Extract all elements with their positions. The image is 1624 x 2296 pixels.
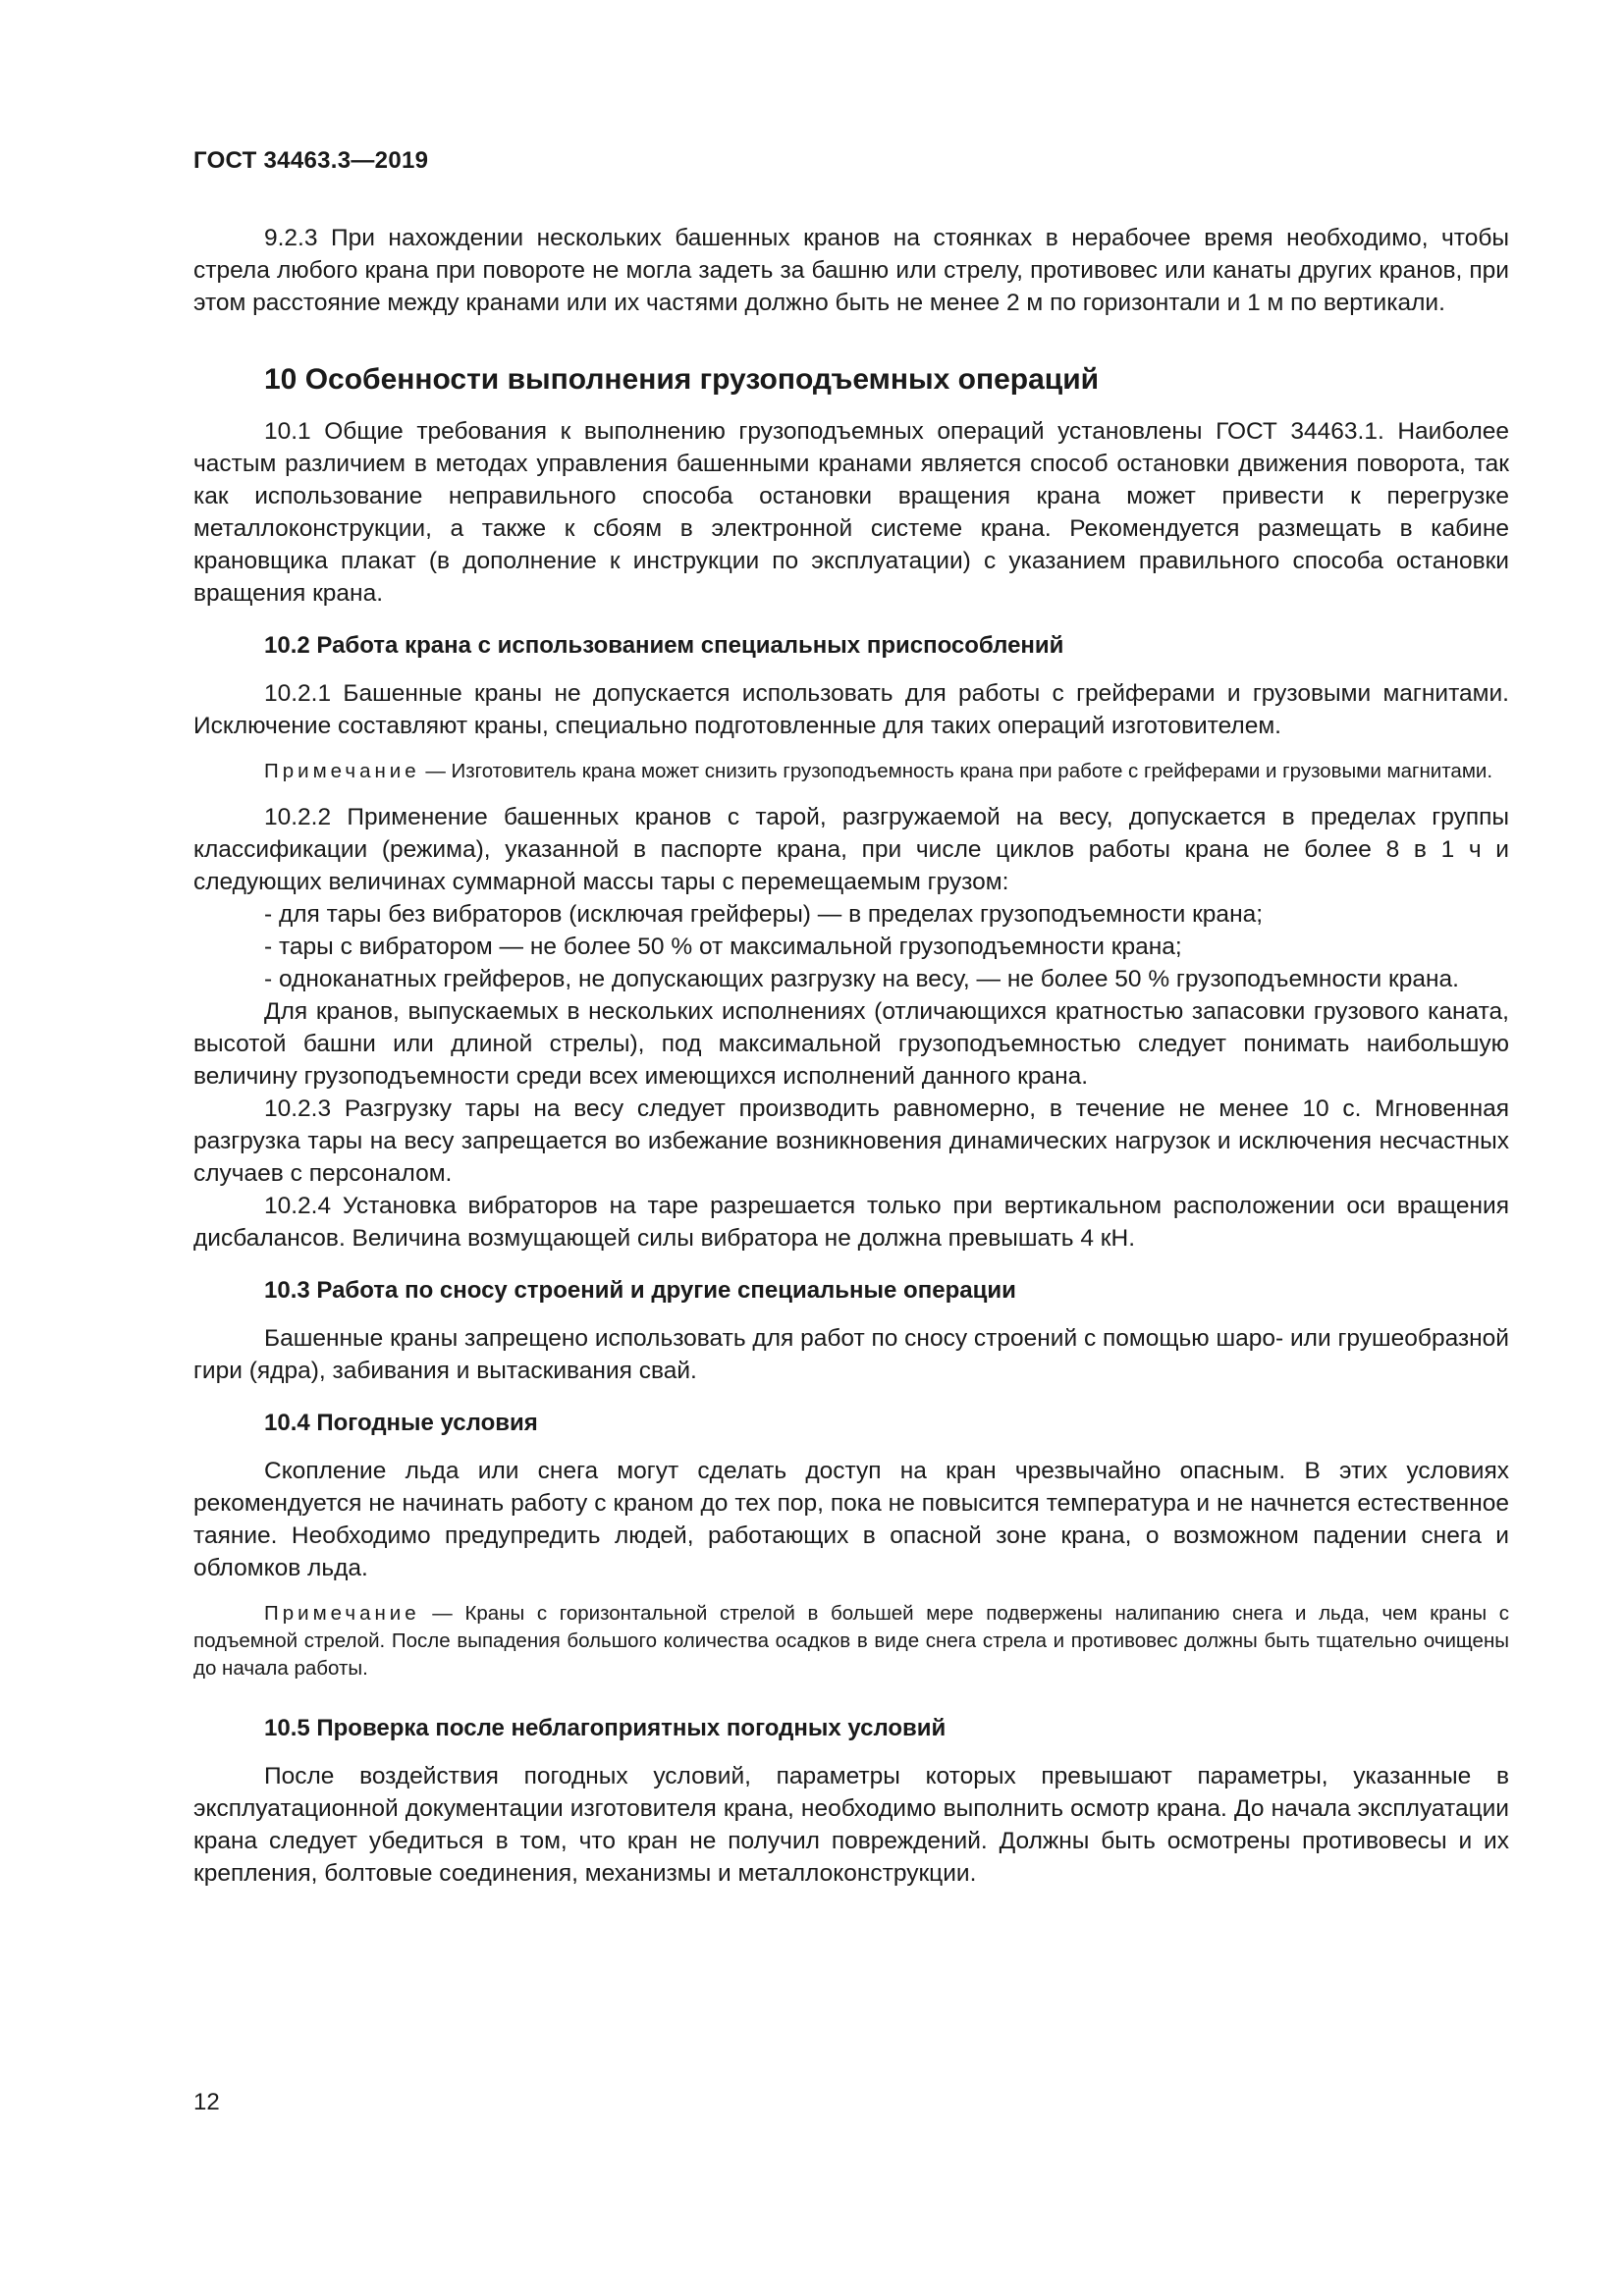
- section-10-3-title: 10.3 Работа по сносу строений и другие специальные операции: [264, 1277, 1016, 1304]
- paragraph-10-2-3: 10.2.3 Разгрузку тары на весу следует производить равномерно, в течение не менее 10 с. Мгновенная разгрузка тары на весу запрещается во избежание возникновения динамических нагрузок и исключения несчастных случаев с персоналом.: [193, 1095, 1509, 1187]
- paragraph-10-2-2: 10.2.2 Применение башенных кранов с тарой, разгружаемой на весу, допускается в пределах группы классификации (режима), указанной в паспорте крана, при числе циклов работы крана не более 8 в 1 ч и следующих величинах суммарной массы тары с перемещаемым грузом:: [193, 804, 1509, 895]
- paragraph-10-5: После воздействия погодных условий, параметры которых превышают параметры, указанные в эксплуатационной документации изготовителя крана, необходимо выполнить осмотр крана. До начала эксплуатации крана следует убедиться в том, что кран не получил повреждений. Должны быть осмотрены противовесы и их крепления, болтовые соединения, механизмы и металлоконструкции.: [193, 1763, 1509, 1887]
- section-10-4-title: 10.4 Погодные условия: [264, 1410, 538, 1436]
- note-10-2: [193, 758, 1509, 785]
- note-label: Примечание: [264, 1602, 420, 1625]
- paragraph-10-3: Башенные краны запрещено использовать для работ по сносу строений с помощью шаро- или грушеобразной гири (ядра), забивания и вытаскивания свай.: [193, 1325, 1509, 1384]
- paragraph-9-2-3: 9.2.3 При нахождении нескольких башенных кранов на стоянках в нерабочее время необходимо, чтобы стрела любого крана при повороте не могла задеть за башню или стрелу, противовес или канаты других кранов, при этом расстояние между кранами или их частями должно быть не менее 2 м по горизонтали и 1 м по вертикали.: [193, 225, 1509, 316]
- page-number: 12: [193, 2089, 220, 2115]
- paragraph-10-2-4: 10.2.4 Установка вибраторов на таре разрешается только при вертикальном расположении оси вращения дисбалансов. Величина возмущающей силы вибратора не должна превышать 4 кН.: [193, 1193, 1509, 1252]
- list-item: - тары с вибратором — не более 50 % от максимальной грузоподъемности крана;: [264, 934, 1182, 960]
- document-body: [193, 222, 1509, 1890]
- note-10-4: [193, 1600, 1509, 1682]
- paragraph-variants: Для кранов, выпускаемых в нескольких исполнениях (отличающихся кратностью запасовки грузового каната, высотой башни или длиной стрелы), под максимальной грузоподъемностью следует понимать наибольшую величину грузоподъемности среди всех имеющихся исполнений данного крана.: [193, 998, 1509, 1090]
- section-10-title: 10 Особенности выполнения грузоподъемных операций: [264, 363, 1100, 396]
- paragraph-10-2-1: 10.2.1 Башенные краны не допускается использовать для работы с грейферами и грузовыми магнитами. Исключение составляют краны, специально подготовленные для таких операций изготовителем.: [193, 680, 1509, 739]
- paragraph-10-1: 10.1 Общие требования к выполнению грузоподъемных операций установлены ГОСТ 34463.1. Наиболее частым различием в методах управления башенными кранами является способ остановки движения поворота, так как использование неправильного способа остановки вращения крана может привести к перегрузке металлоконструкции, а также к сбоям в электронной системе крана. Рекомендуется размещать в кабине крановщика плакат (в дополнение к инструкции по эксплуатации) с указанием правильного способа остановки вращения крана.: [193, 418, 1509, 607]
- section-10-5-title: 10.5 Проверка после неблагоприятных погодных условий: [264, 1715, 947, 1741]
- paragraph-10-4: Скопление льда или снега могут сделать доступ на кран чрезвычайно опасным. В этих условиях рекомендуется не начинать работу с краном до тех пор, пока не повысится температура и не начнется естественное таяние. Необходимо предупредить людей, работающих в опасной зоне крана, о возможном падении снега и обломков льда.: [193, 1458, 1509, 1581]
- section-10-2-title: 10.2 Работа крана с использованием специальных приспособлений: [264, 632, 1064, 659]
- list-item: - для тары без вибраторов (исключая грейферы) — в пределах грузоподъемности крана;: [264, 901, 1264, 928]
- list-item: - одноканатных грейферов, не допускающих разгрузку на весу, — не более 50 % грузоподъемности крана.: [264, 966, 1459, 992]
- note-label: Примечание: [264, 760, 420, 782]
- note-text: — Изготовитель крана может снизить грузоподъемность крана при работе с грейферами и грузовыми магнитами.: [419, 760, 1493, 782]
- document-header: ГОСТ 34463.3—2019: [193, 147, 429, 174]
- note-text: — Краны с горизонтальной стрелой в большей мере подвержены налипанию снега и льда, чем краны с подъемной стрелой. После выпадения большого количества осадков в виде снега стрела и противовес должны быть тщательно очищены до начала работы.: [193, 1602, 1509, 1680]
